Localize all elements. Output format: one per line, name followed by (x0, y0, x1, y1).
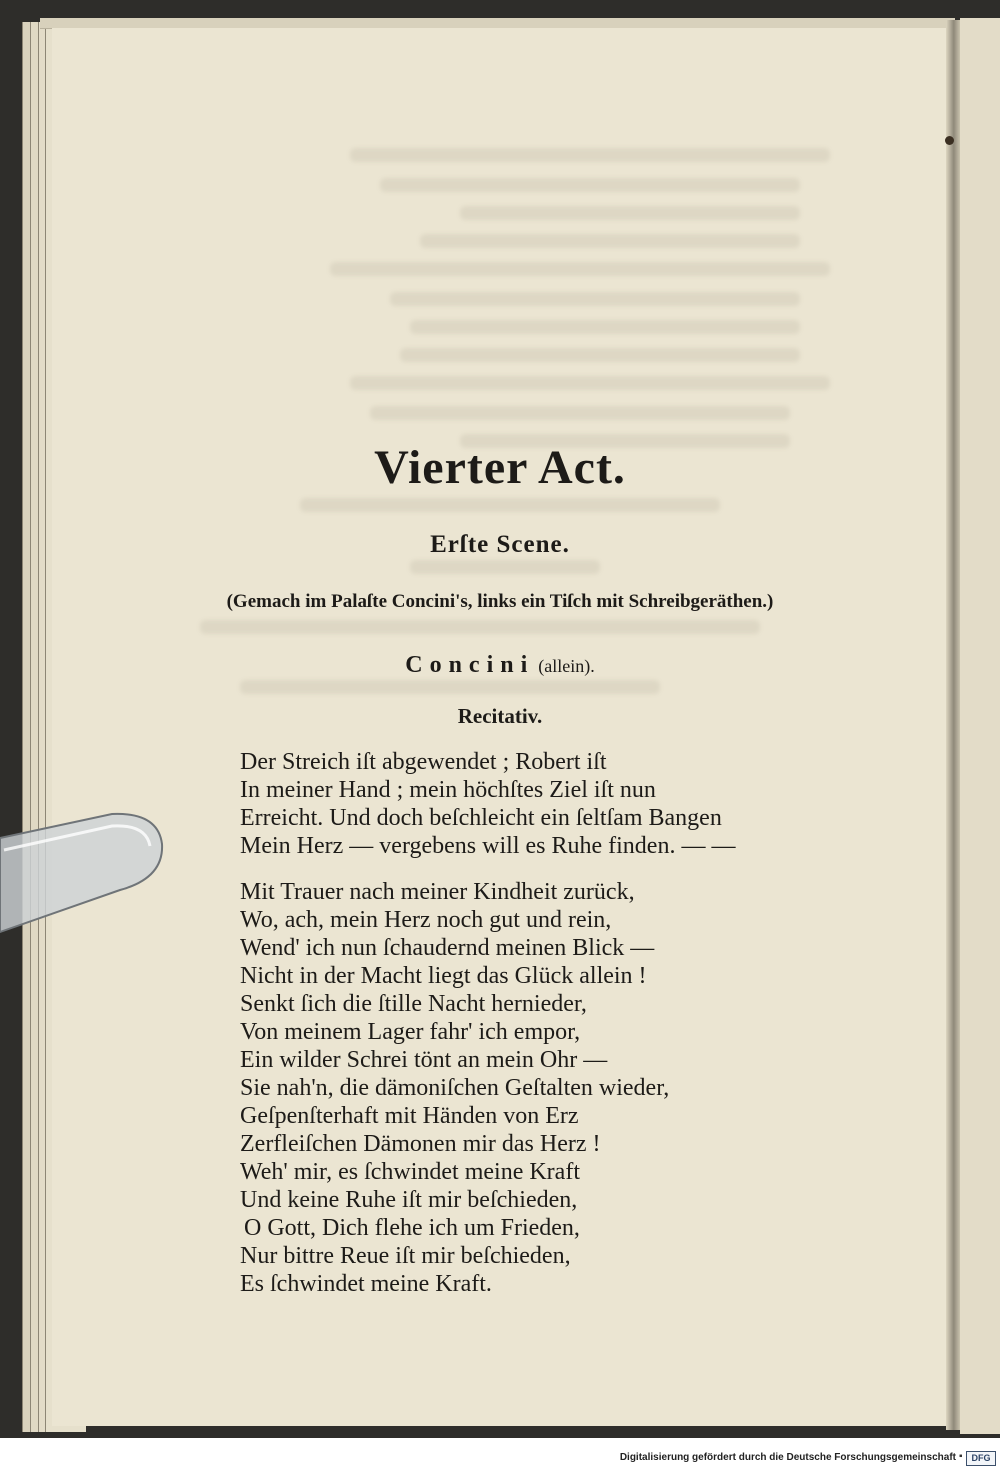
bleed-through-shadow (380, 178, 800, 192)
verse-line: Sie nah'n, die dämoniſchen Geſtalten wieder, (240, 1075, 670, 1101)
verse-line: Es ſchwindet meine Kraft. (240, 1271, 492, 1297)
bleed-through-shadow (420, 234, 800, 248)
funding-credit: Digitalisierung gefördert durch die Deutsche Forschungsgemeinschaft (619, 1452, 956, 1463)
speaker-note: (allein). (538, 656, 595, 676)
bleed-through-shadow (240, 680, 660, 694)
verse-line: Wend' ich nun ſchaudernd meinen Blick — (240, 935, 655, 961)
verse-line: Nicht in der Macht liegt das Glück allein ! (240, 963, 647, 989)
bleed-through-shadow (370, 406, 790, 420)
bleed-through-shadow (460, 206, 800, 220)
verse-line: Erreicht. Und doch beſchleicht ein ſeltſam Bangen (240, 805, 722, 831)
bleed-through-shadow (350, 148, 830, 162)
bleed-through-shadow (400, 348, 800, 362)
verse-line: Wo, ach, mein Herz noch gut und rein, (240, 907, 612, 933)
stanza-1 (240, 748, 880, 860)
verse-line: Nur bittre Reue iſt mir beſchieden, (240, 1243, 571, 1269)
verse-line: Ein wilder Schrei tönt an mein Ohr — (240, 1047, 608, 1073)
verse-line: In meiner Hand ; mein höchſtes Ziel iſt nun (240, 777, 656, 803)
bleed-through-shadow (410, 560, 600, 574)
stage-direction: (Gemach im Palaſte Concini's, links ein Tiſch mit Schreibgeräthen.) (226, 591, 774, 612)
dfg-logo-icon: DFG (966, 1451, 996, 1466)
verse-line: Der Streich iſt abgewendet ; Robert iſt (240, 749, 607, 775)
page-holder-clip (0, 800, 170, 945)
footer-separator: ▪ (959, 1451, 963, 1462)
speaker-line (0, 652, 1000, 679)
bleed-through-shadow (390, 292, 800, 306)
scene-heading: Erſte Scene. (430, 531, 570, 558)
bleed-through-shadow (410, 320, 800, 334)
verse-line: Mit Trauer nach meiner Kindheit zurück, (240, 879, 635, 905)
verse-line: Von meinem Lager fahr' ich empor, (240, 1019, 581, 1045)
verse-line: Mein Herz — vergebens will es Ruhe finden. — — (240, 833, 736, 859)
verse-line: Geſpenſterhaft mit Händen von Erz (240, 1103, 579, 1129)
verse-line: Senkt ſich die ſtille Nacht hernieder, (240, 991, 587, 1017)
bleed-through-shadow (200, 620, 760, 634)
verse-line: Und keine Ruhe iſt mir beſchieden, (240, 1187, 578, 1213)
bleed-through-shadow (300, 498, 720, 512)
bleed-through-shadow (350, 376, 830, 390)
bleed-through-shadow (330, 262, 830, 276)
section-label: Recitativ. (457, 704, 543, 728)
verse-line: O Gott, Dich flehe ich um Frieden, (244, 1215, 580, 1241)
stanza-2 (240, 878, 880, 1298)
verse-line: Zerfleiſchen Dämonen mir das Herz ! (240, 1131, 601, 1157)
binding-thread-mark (945, 136, 954, 145)
verse-line: Weh' mir, es ſchwindet meine Kraft (240, 1159, 580, 1185)
act-heading: Vierter Act. (374, 441, 626, 494)
speaker-name: Concini (405, 652, 535, 678)
